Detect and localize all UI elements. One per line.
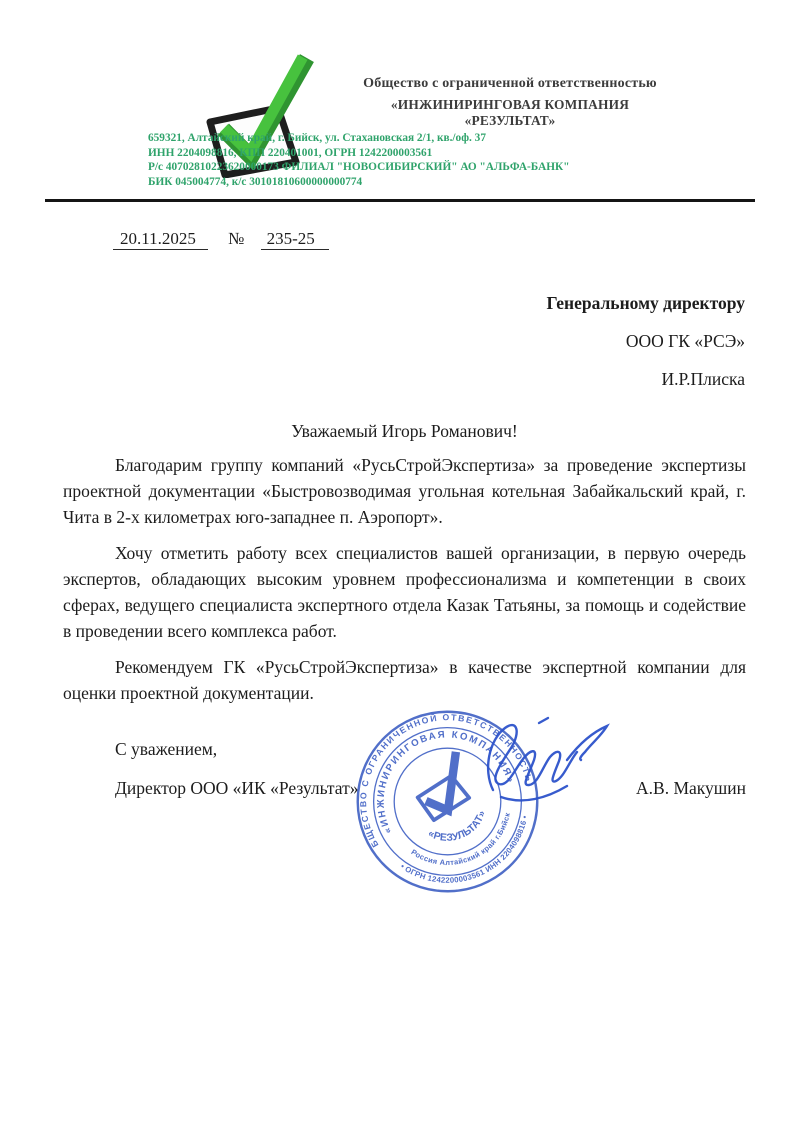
reference-line (113, 229, 329, 249)
contact-line-inn: ИНН 2204098816, КПП 220401001, ОГРН 1242200003561 (148, 146, 433, 159)
org-name: «ИНЖИНИРИНГОВАЯ КОМПАНИЯ «РЕЗУЛЬТАТ» (390, 97, 630, 128)
number-sign: № (228, 229, 245, 248)
salutation: Уважаемый Игорь Романович! (291, 421, 518, 441)
stamp-outer-bottom-text: • ОГРН 1242200003561 ИНН 2204098816 • (398, 814, 530, 885)
paragraph-1: Благодарим группу компаний «РусьСтройЭкспертиза» за проведение экспертизы проектной документации «Быстровозводимая угольная котельная Забайкальский край, г. Чита в 2-х километрах юго-западнее п. Аэропорт». (63, 455, 746, 527)
header-divider (45, 199, 755, 202)
letter-date: 20.11.2025 (113, 229, 208, 250)
contact-line-account: Р/с 40702810223620000173 ФИЛИАЛ "НОВОСИБИРСКИЙ" АО "АЛЬФА-БАНК" (148, 161, 570, 174)
paragraph-3: Рекомендуем ГК «РусьСтройЭкспертиза» в качестве экспертной компании для оценки проектной документации. (63, 657, 746, 703)
letterhead-contacts (148, 131, 570, 189)
stamp-outer-top-text: ОБЩЕСТВО С ОГРАНИЧЕННОЙ ОТВЕТСТВЕННОСТЬЮ (358, 712, 535, 850)
signer-title: Директор ООО «ИК «Результат» (115, 778, 359, 798)
recipient-block (546, 284, 745, 398)
recipient-company: ООО ГК «РСЭ» (625, 331, 745, 351)
recipient-person: И.Р.Плиска (661, 369, 745, 389)
letterhead-org-block (348, 76, 672, 129)
letter-number: 235-25 (261, 229, 329, 250)
recipient-role: Генеральному директору (546, 293, 745, 313)
signer-name: А.В. Макушин (636, 778, 746, 798)
stamp-center-text: «РЕЗУЛЬТАТ» (426, 809, 489, 844)
handwritten-signature-icon (455, 712, 615, 817)
paragraph-2: Хочу отметить работу всех специалистов вашей организации, в первую очередь экспертов, обладающих высоким уровнем профессионализма и компетенции в своих сферах, ведущего специалиста экспертного отдела Казак Татьяны, за помощь и содействие в проведении всего комплекса работ. (63, 543, 746, 641)
contact-line-address: 659321, Алтайский край, г. Бийск, ул. Стахановская 2/1, кв./оф. 37 (148, 132, 486, 144)
closing-regards: С уважением, (115, 739, 218, 759)
org-type: Общество с ограниченной ответственностью (363, 76, 657, 91)
stamp-inner-top-text: «ИНЖИНИРИНГОВАЯ КОМПАНИЯ» (375, 729, 517, 836)
stamp-inner-bottom-text: Россия Алтайский край г.Бийск (409, 811, 512, 868)
contact-line-bik: БИК 045004774, к/с 30101810600000000774 (148, 175, 363, 188)
